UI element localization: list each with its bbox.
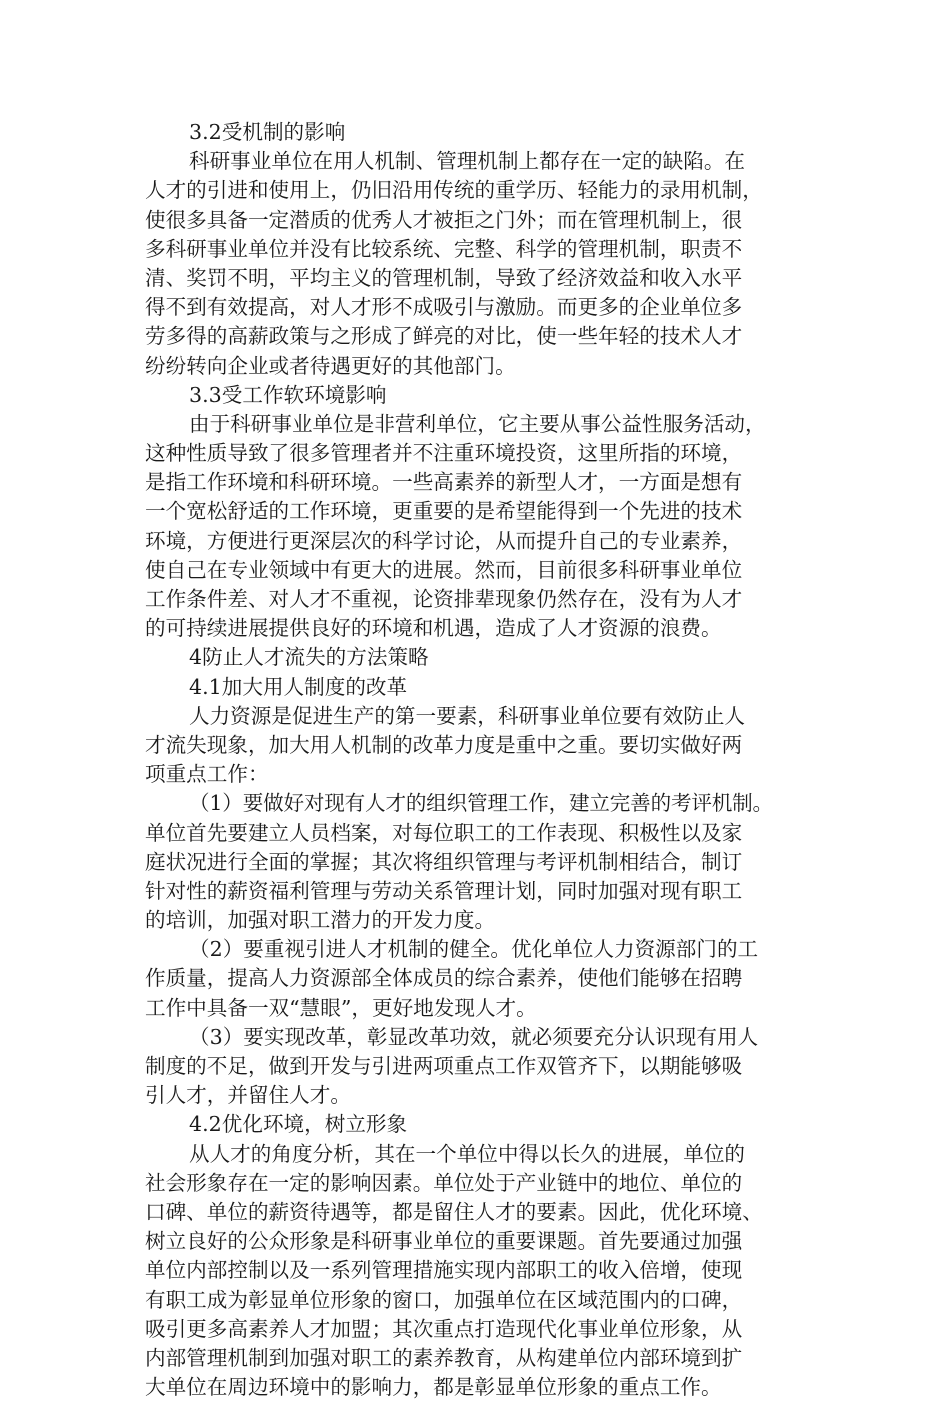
text-line: （1）要做好对现有人才的组织管理工作，建立完善的考评机制。: [189, 791, 773, 816]
paragraph-4-2: [145, 1140, 815, 1402]
text-line: 庭状况进行全面的掌握；其次将组织管理与考评机制相结合，制订: [145, 849, 743, 874]
text-line: 针对性的薪资福利管理与劳动关系管理计划，同时加强对现有职工: [145, 878, 743, 903]
text-line: 一个宽松舒适的工作环境，更重要的是希望能得到一个先进的技术: [145, 499, 743, 524]
text-line: 使自己在专业领域中有更大的进展。然而，目前很多科研事业单位: [145, 557, 743, 582]
section-heading-4-2: 4.2优化环境，树立形象: [189, 1112, 408, 1137]
list-item-1: [145, 789, 815, 935]
text-line: 的可持续进展提供良好的环境和机遇，造成了人才资源的浪费。: [145, 616, 722, 641]
text-line: 吸引更多高素养人才加盟；其次重点打造现代化事业单位形象，从: [145, 1316, 743, 1341]
text-line: 制度的不足，做到开发与引进两项重点工作双管齐下，以期能够吸: [145, 1054, 743, 1078]
section-heading-4-1: 4.1加大用人制度的改革: [189, 674, 408, 699]
section-heading-3-3: 3.3受工作软环境影响: [189, 382, 387, 407]
text-line: 纷纷转向企业或者待遇更好的其他部门。: [145, 353, 516, 378]
text-line: 由于科研事业单位是非营利单位，它主要从事公益性服务活动，: [189, 411, 766, 436]
text-line: 引人才，并留住人才。: [145, 1083, 351, 1108]
text-line: 作质量，提高人力资源部全体成员的综合素养，使他们能够在招聘: [145, 966, 743, 991]
text-line: 劳多得的高薪政策与之形成了鲜亮的对比，使一些年轻的技术人才: [145, 324, 743, 349]
text-line: 多科研事业单位并没有比较系统、完整、科学的管理机制，职责不: [145, 236, 743, 261]
text-line: 工作中具备一双“慧眼”，更好地发现人才。: [145, 995, 537, 1020]
text-line: 清、奖罚不明，平均主义的管理机制，导致了经济效益和收入水平: [145, 265, 743, 290]
text-line: 人才的引进和使用上，仍旧沿用传统的重学历、轻能力的录用机制，: [145, 178, 763, 203]
text-line: 单位内部控制以及一系列管理措施实现内部职工的收入倍增，使现: [145, 1258, 743, 1283]
text-line: （2）要重视引进人才机制的健全。优化单位人力资源部门的工: [189, 937, 759, 962]
text-line: 环境，方便进行更深层次的科学讨论，从而提升自己的专业素养，: [145, 528, 743, 553]
text-line: 是指工作环境和科研环境。一些高素养的新型人才，一方面是想有: [145, 470, 743, 495]
document-body: [145, 118, 815, 1402]
text-line: 单位首先要建立人员档案，对每位职工的工作表现、积极性以及家: [145, 820, 743, 845]
text-line: 从人才的角度分析，其在一个单位中得以长久的进展，单位的: [189, 1141, 746, 1166]
text-line: 才流失现象，加大用人机制的改革力度是重中之重。要切实做好两: [145, 732, 743, 757]
section-heading-3-2: 3.2受机制的影响: [189, 120, 346, 144]
text-line: 人力资源是促进生产的第一要素，科研事业单位要有效防止人: [189, 703, 746, 728]
paragraph-3-2: [145, 147, 815, 381]
text-line: 大单位在周边环境中的影响力，都是彰显单位形象的重点工作。: [145, 1375, 722, 1400]
paragraph-3-3: [145, 410, 815, 644]
text-line: 项重点工作：: [145, 762, 269, 787]
text-line: （3）要实现改革，彰显改革功效，就必须要充分认识现有用人: [189, 1024, 759, 1049]
text-line: 社会形象存在一定的影响因素。单位处于产业链中的地位、单位的: [145, 1170, 743, 1195]
text-line: 这种性质导致了很多管理者并不注重环境投资，这里所指的环境，: [145, 441, 743, 466]
list-item-2: [145, 935, 815, 1023]
text-line: 得不到有效提高，对人才形不成吸引与激励。而更多的企业单位多: [145, 295, 743, 320]
text-line: 的培训，加强对职工潜力的开发力度。: [145, 908, 496, 933]
text-line: 工作条件差、对人才不重视，论资排辈现象仍然存在，没有为人才: [145, 587, 743, 611]
text-line: 使很多具备一定潜质的优秀人才被拒之门外；而在管理机制上，很: [145, 207, 743, 232]
text-line: 口碑、单位的薪资待遇等，都是留住人才的要素。因此，优化环境、: [145, 1199, 763, 1224]
text-line: 内部管理机制到加强对职工的素养教育，从构建单位内部环境到扩: [145, 1345, 743, 1370]
list-item-3: [145, 1023, 815, 1111]
paragraph-4-1: [145, 702, 815, 790]
section-heading-4: 4防止人才流失的方法策略: [189, 645, 429, 670]
text-line: 科研事业单位在用人机制、管理机制上都存在一定的缺陷。在: [189, 149, 746, 174]
text-line: 有职工成为彰显单位形象的窗口，加强单位在区域范围内的口碑，: [145, 1287, 743, 1312]
text-line: 树立良好的公众形象是科研事业单位的重要课题。首先要通过加强: [145, 1229, 743, 1254]
